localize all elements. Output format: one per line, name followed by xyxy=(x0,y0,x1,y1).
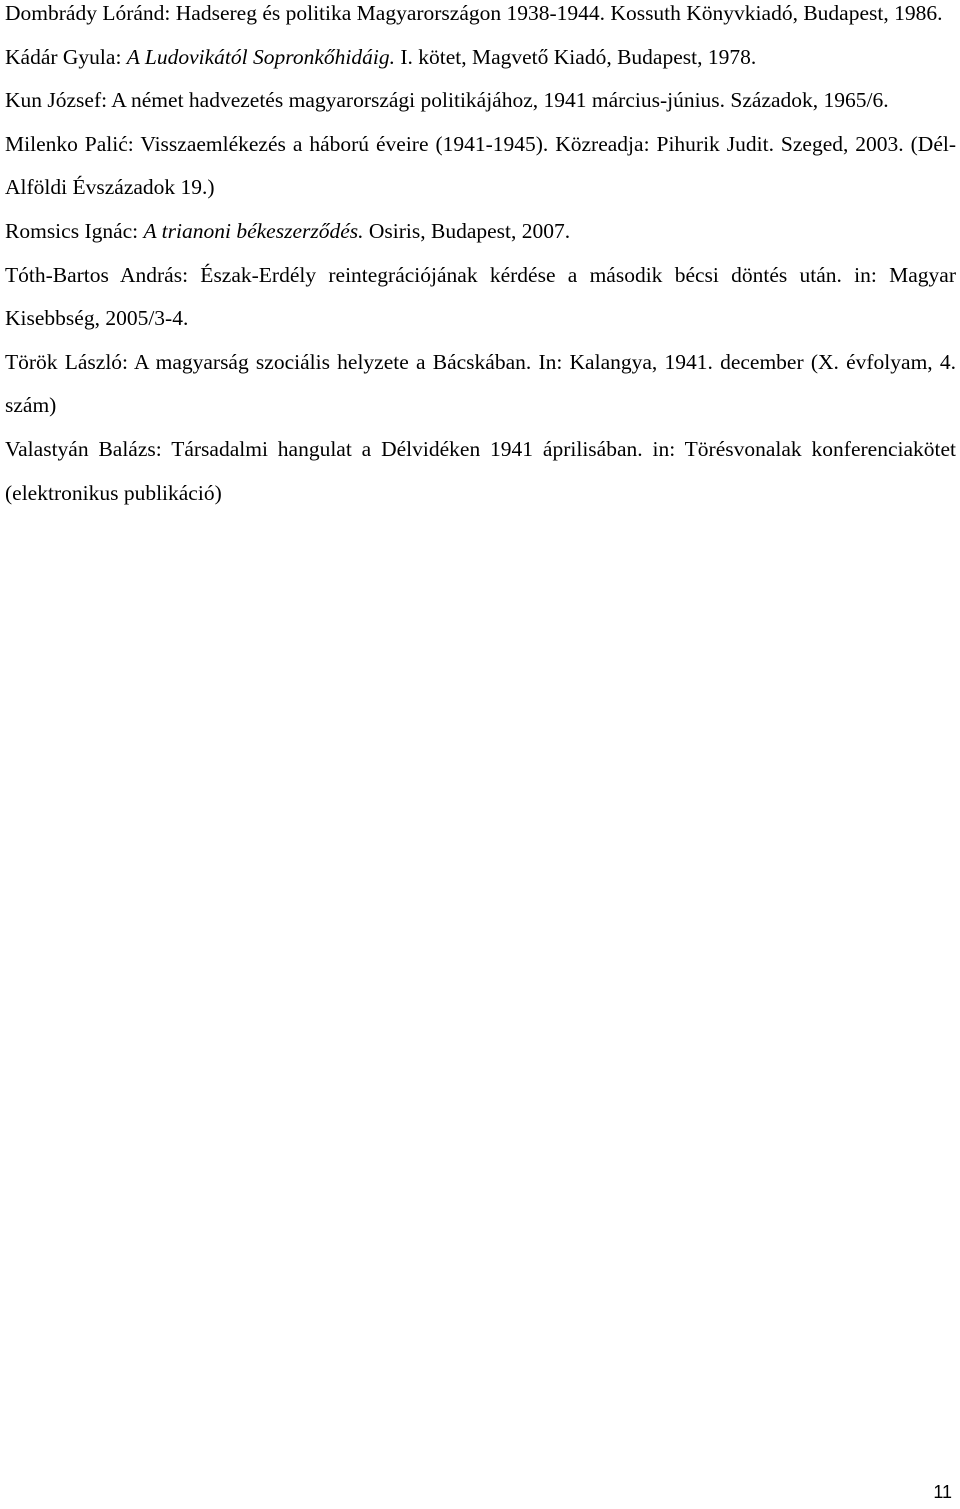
bibliography-page xyxy=(5,0,956,515)
reference-text: Török László: A magyarság szociális helyzete a Bácskában. In: Kalangya, 1941. december (X. évfolyam, 4. szám) xyxy=(5,349,956,418)
reference-text: Tóth-Bartos András: Észak-Erdély reintegrációjának kérdése a második bécsi döntés után. in: Magyar Kisebbség, 2005/3-4. xyxy=(5,262,956,331)
reference-text: Milenko Palić: Visszaemlékezés a háború éveire (1941-1945). Közreadja: Pihurik Judit. Szeged, 2003. (Dél-Alföldi Évszázadok 19.) xyxy=(5,131,956,200)
reference-text: Romsics Ignác: xyxy=(5,218,144,243)
reference-text: Kádár Gyula: xyxy=(5,44,127,69)
reference-entry xyxy=(5,123,956,210)
reference-text: Dombrády Lóránd: Hadsereg és politika Magyarországon 1938-1944. Kossuth Könyvkiadó, Budapest, 1986. xyxy=(5,1,943,25)
reference-text: Kun József: A német hadvezetés magyarországi politikájához, 1941 március-június. Századok, 1965/6. xyxy=(5,88,889,113)
reference-entry xyxy=(5,36,956,80)
reference-publication: Osiris, Budapest, 2007. xyxy=(363,218,571,243)
reference-title: A Ludovikától Sopronkőhidáig. xyxy=(126,44,395,69)
reference-entry xyxy=(5,428,956,515)
reference-entry xyxy=(5,210,956,254)
reference-entry xyxy=(5,79,956,123)
reference-entry xyxy=(5,341,956,428)
reference-entry xyxy=(5,254,956,341)
page-number: 11 xyxy=(933,1482,952,1502)
reference-publication: I. kötet, Magvető Kiadó, Budapest, 1978. xyxy=(394,44,757,69)
reference-entry xyxy=(5,0,956,36)
reference-title: A trianoni békeszerződés. xyxy=(143,218,364,243)
reference-text: Valastyán Balázs: Társadalmi hangulat a Délvidéken 1941 áprilisában. in: Törésvonalak konferenciakötet (elektronikus publikáció) xyxy=(5,436,956,505)
